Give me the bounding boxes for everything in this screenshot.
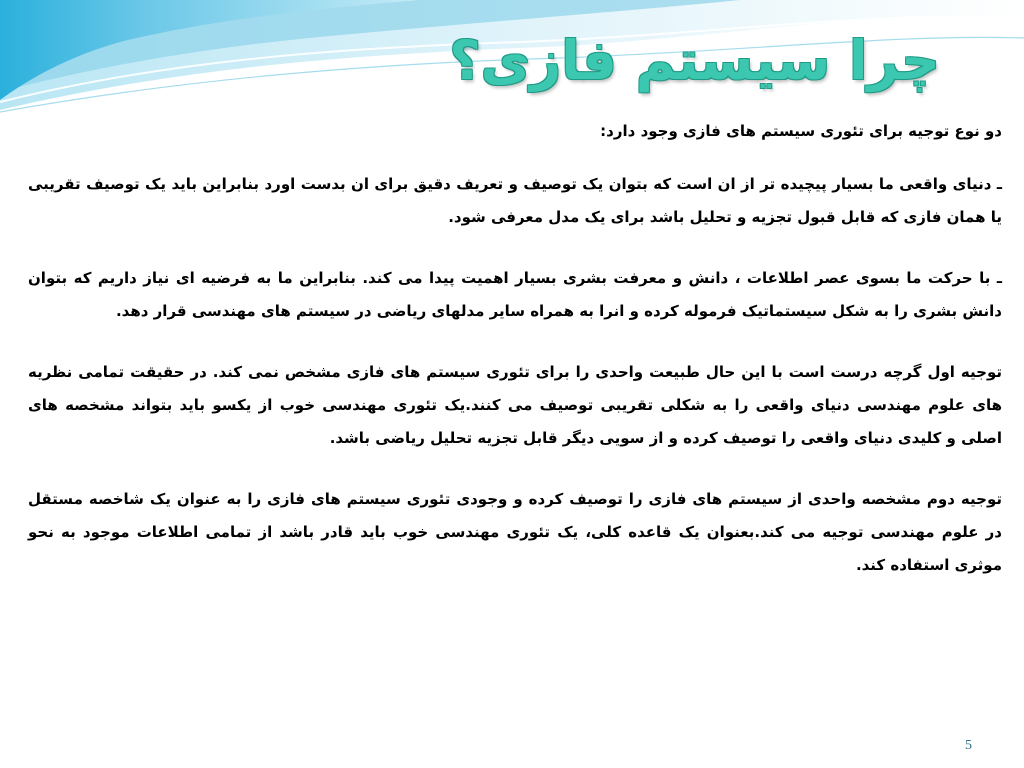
justification-paragraph-2: توجیه دوم مشخصه واحدی از سیستم های فازی را توصیف کرده و وجودی تئوری سیستم های فازی را به عنوان یک شاخصه مستقل در علوم مهندسی توجیه می کند.بعنوان یک قاعده کلی، یک تئوری مهندسی خوب باید قادر باشد از تمامی اطلاعات موجود به نحو موثری استفاده کند. — [28, 490, 1002, 574]
reason-paragraph-2: ـ با حرکت ما بسوی عصر اطلاعات ، دانش و معرفت بشری بسیار اهمیت پیدا می کند. بنابراین ما به فرضیه ای نیاز داریم که بتوان دانش بشری را به شکل سیستماتیک فرموله کرده و انرا به همراه سایر مدلهای ریاضی در سیستم های مهندسی قرار دهد. — [28, 269, 1002, 320]
page-number: 5 — [965, 738, 972, 753]
justification-paragraph-1: توجیه اول گرچه درست است با این حال طبیعت واحدی را برای تئوری سیستم های فازی مشخص نمی کند. در حقیقت تمامی نظریه های علوم مهندسی دنیای واقعی را به شکلی تقریبی توصیف می کنند.یک تئوری مهندسی خوب از یکسو باید بتواند مشخصه های اصلی و کلیدی دنیای واقعی را توصیف کرده و از سویی دیگر قابل تجزیه تحلیل ریاضی باشد. — [28, 363, 1002, 447]
slide-title: چرا سیستم فازی؟ — [449, 29, 940, 92]
intro-paragraph: دو نوع توجیه برای تئوری سیستم های فازی وجود دارد: — [600, 122, 1002, 140]
reason-paragraph-1: ـ دنیای واقعی ما بسیار پیچیده تر از ان است که بتوان یک توصیف و تعریف دقیق برای ان بدست اورد بنابراین باید یک توصیف تقریبی یا همان فازی که قابل قبول تجزیه و تحلیل باشد برای یک مدل معرفی شود. — [28, 175, 1002, 226]
slide-body — [28, 115, 1002, 610]
